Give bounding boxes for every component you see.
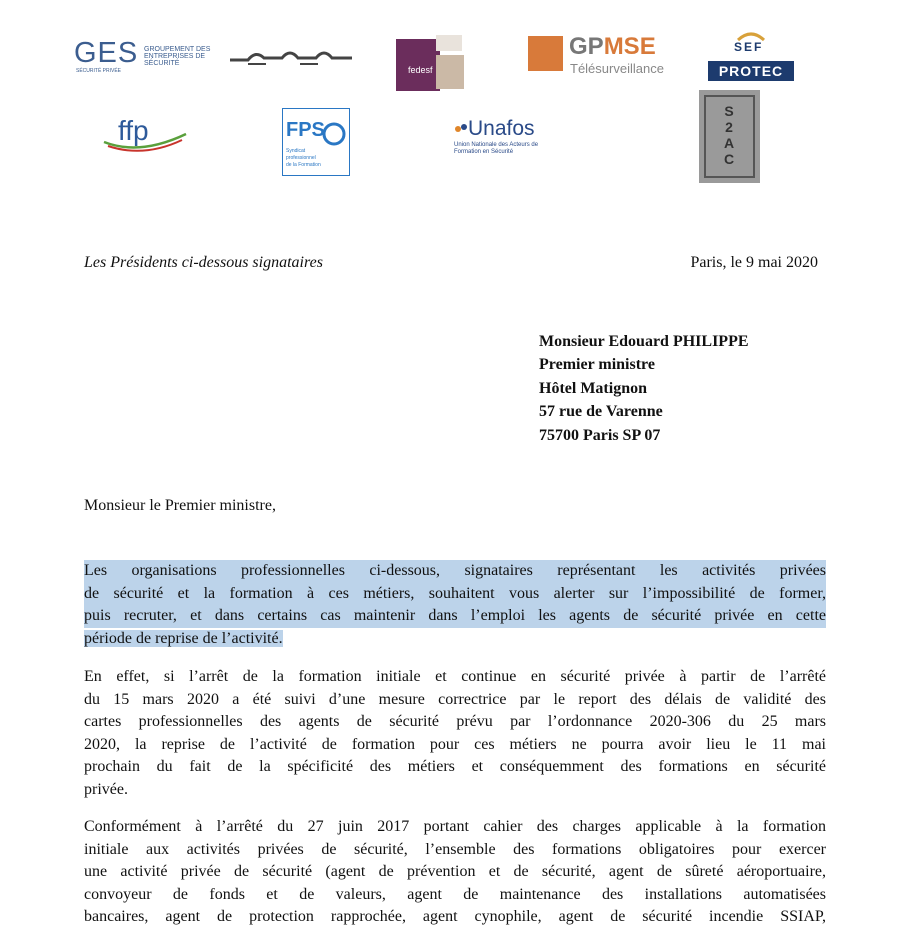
paragraph-line: cartes professionnelles des agents de sécurité prévu par l’ordonnance 2020-306 du 25 mars: [84, 713, 826, 730]
address-line: Monsieur Edouard PHILIPPE: [539, 333, 749, 350]
ges-logo-text: GES: [74, 37, 139, 69]
letter-date: Paris, le 9 mai 2020: [690, 254, 818, 271]
unafos-logo: [454, 118, 564, 162]
sesa-logo-graphic: [228, 42, 356, 68]
sef-logo-text: SEF: [734, 40, 764, 54]
unafos-star-icon: [454, 122, 468, 136]
svg-text:de la Formation: de la Formation: [286, 162, 321, 168]
sesa-logo: [228, 42, 356, 68]
svg-text:Syndicat: Syndicat: [286, 148, 306, 154]
address-line: 57 rue de Varenne: [539, 403, 663, 420]
address-line: Premier ministre: [539, 356, 655, 373]
fedesf-logo-graphic: [396, 33, 482, 91]
paragraph-regulation: [84, 816, 826, 929]
protec-logo-text: PROTEC: [708, 61, 794, 81]
paragraph-line: puis recruter, et dans certains cas maintenir dans l’emploi les agents de sécurité privée en cette: [84, 605, 826, 628]
gpmse-logo-mark: [528, 36, 563, 71]
ges-logo-tagline: SÉCURITÉ PRIVÉE: [76, 68, 122, 74]
svg-text:S: S: [724, 103, 734, 119]
s2ac-logo-graphic: [699, 90, 760, 183]
address-line: Hôtel Matignon: [539, 380, 647, 397]
sef-protec-logo: [708, 28, 794, 84]
svg-text:FPS: FPS: [286, 119, 325, 141]
svg-text:fedesf: fedesf: [408, 65, 433, 75]
svg-text:2: 2: [725, 119, 733, 135]
paragraph-line: convoyeur de fonds et de valeurs, agent de maintenance des installations automatisées: [84, 885, 826, 903]
ffp-logo: [100, 112, 190, 154]
svg-text:C: C: [723, 151, 735, 167]
paragraph-line: de sécurité et la formation à ces métiers, souhaitent vous alerter sur l’impossibilité de former,: [84, 583, 826, 606]
ffp-logo-graphic: [100, 112, 190, 154]
ges-logo: [74, 38, 210, 74]
unafos-logo-subtitle: Union Nationale des Acteurs de Formation en Sécurité: [454, 142, 539, 155]
paragraph-line: une activité privée de sécurité (agent de prévention et de sécurité, agent de sûreté aéroportuaire,: [84, 863, 826, 880]
s2ac-logo: [699, 90, 760, 183]
gpmse-logo-text: [569, 33, 656, 61]
sender-line: Les Présidents ci-dessous signataires: [84, 254, 323, 271]
paragraph-context: [84, 666, 826, 801]
fps-logo: [282, 108, 350, 176]
paragraph-line: En effet, si l’arrêt de la formation initiale et continue en sécurité privée à partir de l’arrêté: [84, 668, 826, 685]
salutation: Monsieur le Premier ministre,: [84, 497, 276, 514]
paragraph-line-text: Les organisations professionnelles ci-dessous, signataires représentant les activités privées: [84, 562, 826, 579]
paragraph-line: du 15 mars 2020 a été suivi d’une mesure correctrice par le report des délais de validité des: [84, 690, 826, 708]
svg-text:ffp: ffp: [118, 115, 149, 146]
gpmse-prefix: GP: [569, 33, 604, 60]
paragraph-line: [84, 560, 826, 583]
paragraph-line: bancaires, agent de protection rapprochée, agent cynophile, agent de sécurité incendie SSIAP,: [84, 908, 826, 925]
paragraph-line: Conformément à l’arrêté du 27 juin 2017 portant cahier des charges applicable à la formation: [84, 818, 826, 835]
svg-text:A: A: [723, 135, 735, 151]
unafos-logo-text: Unafos: [468, 117, 535, 140]
paragraph-line: période de reprise de l’activité.: [84, 629, 283, 647]
paragraph-line: privée.: [84, 780, 128, 798]
gpmse-logo-subtitle: Télésurveillance: [570, 61, 664, 76]
paragraph-intro[interactable]: [84, 560, 826, 650]
paragraph-line: 2020, la reprise de l’activité de formation pour ces métiers ne pourra avoir lieu le 11 mai: [84, 735, 826, 753]
fps-logo-graphic: [282, 108, 350, 176]
gpmse-logo: [528, 33, 666, 77]
fedesf-logo: [396, 33, 482, 91]
paragraph-line: initiale aux activités privées de sécurité, l’ensemble des formations obligatoires pour exercer: [84, 840, 826, 858]
address-line: 75700 Paris SP 07: [539, 427, 661, 444]
paragraph-line: prochain du fait de la spécificité des métiers et conséquemment des formations en sécurité: [84, 758, 826, 775]
gpmse-main: MSE: [603, 33, 656, 60]
svg-text:professionnel: professionnel: [286, 155, 316, 161]
ges-logo-subtitle: GROUPEMENT DES ENTREPRISES DE SÉCURITÉ: [144, 46, 211, 67]
